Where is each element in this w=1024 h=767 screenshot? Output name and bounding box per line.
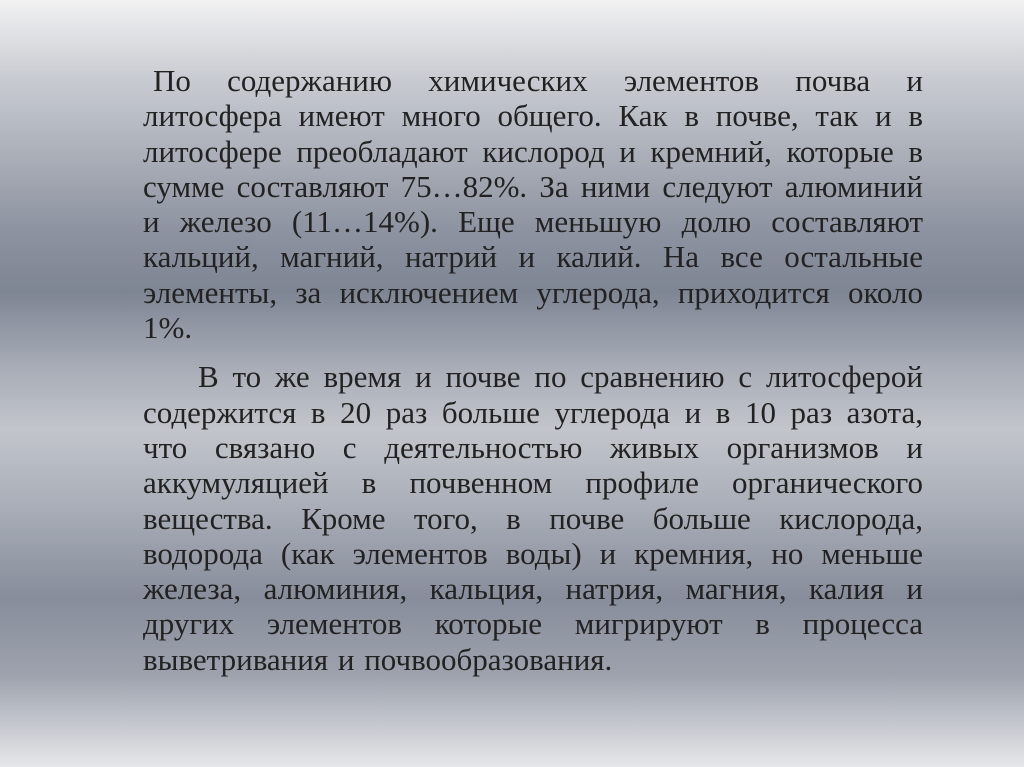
paragraph-1: По содержанию химических элементов почва и литосфера имеют много общего. Как в почве, так и в литосфере преобладают кислород и кремний, которые в сумме составляют 75…82%. За ними следуют алюминий и железо (11…14%). Еще меньшую долю составляют кальций, магний, натрий и калий. На все остальные элементы, за исключением углерода, приходится около 1%. [143,63,923,346]
slide-text-body [143,63,923,677]
paragraph-2: В то же время и почве по сравнению с литосферой содержится в 20 раз больше углерода и в 10 раз азота, что связано с деятельностью живых организмов и аккумуляцией в почвенном профиле органического вещества. Кроме того, в почве больше кислорода, водорода (как элементов воды) и кремния, но меньше железа, алюминия, кальция, натрия, магния, калия и других элементов которые мигрируют в процесса выветривания и почвообразования. [143,359,923,677]
